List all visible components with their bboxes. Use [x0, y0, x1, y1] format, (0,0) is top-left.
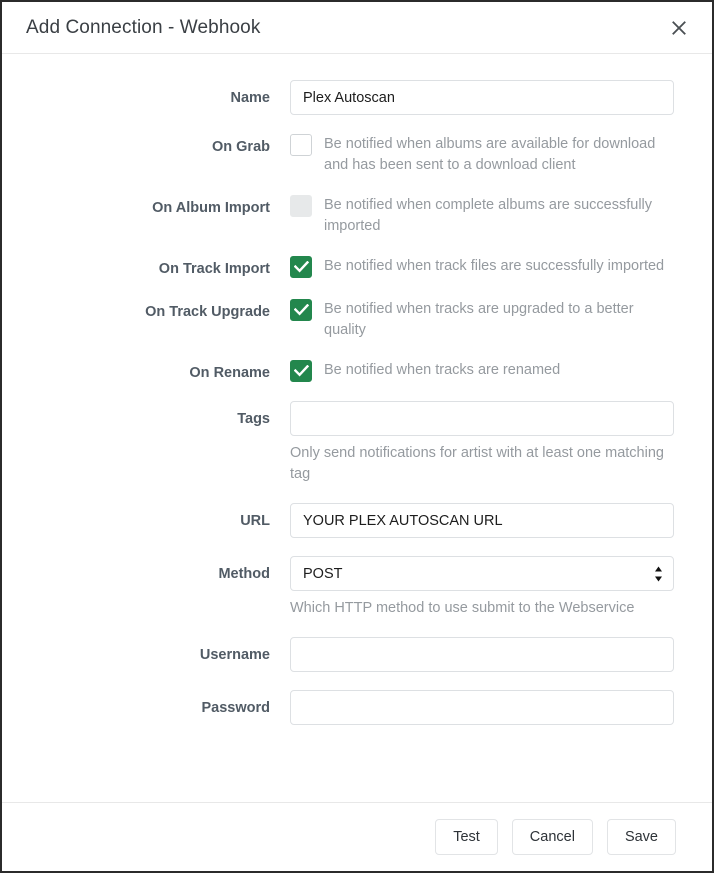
on-track-upgrade-control: [290, 298, 676, 341]
field-row-on-track-upgrade: [12, 298, 676, 341]
on-rename-description: Be notified when tracks are renamed: [324, 361, 561, 378]
on-track-import-description: Be notified when track files are successfully imported: [324, 258, 665, 274]
field-row-tags: [12, 401, 676, 485]
on-grab-label: On Grab: [211, 139, 270, 155]
on-album-import-label: On Album Import: [152, 200, 270, 216]
dialog-body: [2, 54, 712, 802]
field-row-url: [12, 503, 676, 538]
method-label: Method: [218, 566, 270, 583]
tags-input[interactable]: [290, 401, 674, 436]
dialog-title: Add Connection - Webhook: [26, 16, 261, 38]
username-control: [290, 637, 676, 672]
on-grab-control: [290, 133, 676, 176]
method-select[interactable]: [290, 556, 674, 591]
on-rename-checkbox[interactable]: [290, 360, 312, 382]
on-track-upgrade-description: Be notified when tracks are upgraded to a better quality: [324, 300, 634, 338]
on-grab-checkbox[interactable]: [290, 134, 312, 156]
tags-control: [290, 401, 676, 485]
test-button[interactable]: Test: [435, 819, 498, 855]
password-input[interactable]: [290, 690, 674, 725]
name-label: Name: [230, 90, 270, 106]
field-row-on-grab: [12, 133, 676, 176]
field-row-on-rename: [12, 359, 676, 384]
save-button[interactable]: Save: [607, 819, 676, 855]
field-row-password: [12, 690, 676, 725]
check-icon: [294, 365, 309, 377]
tags-label: Tags: [237, 411, 270, 428]
username-label: Username: [199, 647, 270, 664]
on-grab-description: Be notified when albums are available for download and has been sent to a download client: [324, 136, 656, 173]
tags-help-text: Only send notifications for artist with at least one matching tag: [290, 445, 664, 483]
on-track-import-control: [290, 255, 676, 278]
field-row-on-track-import: [12, 255, 676, 280]
url-label: URL: [240, 513, 270, 530]
on-album-import-checkbox: [290, 195, 312, 217]
password-control: [290, 690, 676, 725]
method-control: [290, 556, 676, 619]
close-glyph: [671, 20, 687, 36]
url-input[interactable]: [290, 503, 674, 538]
close-icon[interactable]: [664, 13, 694, 43]
dialog-header: [2, 2, 712, 54]
on-track-upgrade-checkbox[interactable]: [290, 299, 312, 321]
check-icon: [294, 304, 309, 316]
field-row-on-album-import: [12, 194, 676, 237]
method-help-text: Which HTTP method to use submit to the Webservice: [290, 600, 635, 617]
field-row-username: [12, 637, 676, 672]
on-rename-label: On Rename: [189, 364, 270, 381]
field-row-method: [12, 556, 676, 619]
password-label: Password: [201, 700, 270, 717]
on-track-import-label: On Track Import: [158, 261, 270, 277]
name-control: [290, 80, 676, 115]
on-rename-control: [290, 359, 676, 382]
username-input[interactable]: [290, 637, 674, 672]
check-icon: [294, 261, 309, 273]
on-track-upgrade-label: On Track Upgrade: [145, 303, 270, 320]
on-track-import-checkbox[interactable]: [290, 256, 312, 278]
on-album-import-control: [290, 194, 676, 237]
url-control: [290, 503, 676, 538]
dialog-footer: [2, 802, 712, 871]
name-input[interactable]: [290, 80, 674, 115]
cancel-button[interactable]: Cancel: [512, 819, 593, 855]
on-album-import-description: Be notified when complete albums are successfully imported: [324, 197, 653, 234]
field-row-name: [12, 80, 676, 115]
